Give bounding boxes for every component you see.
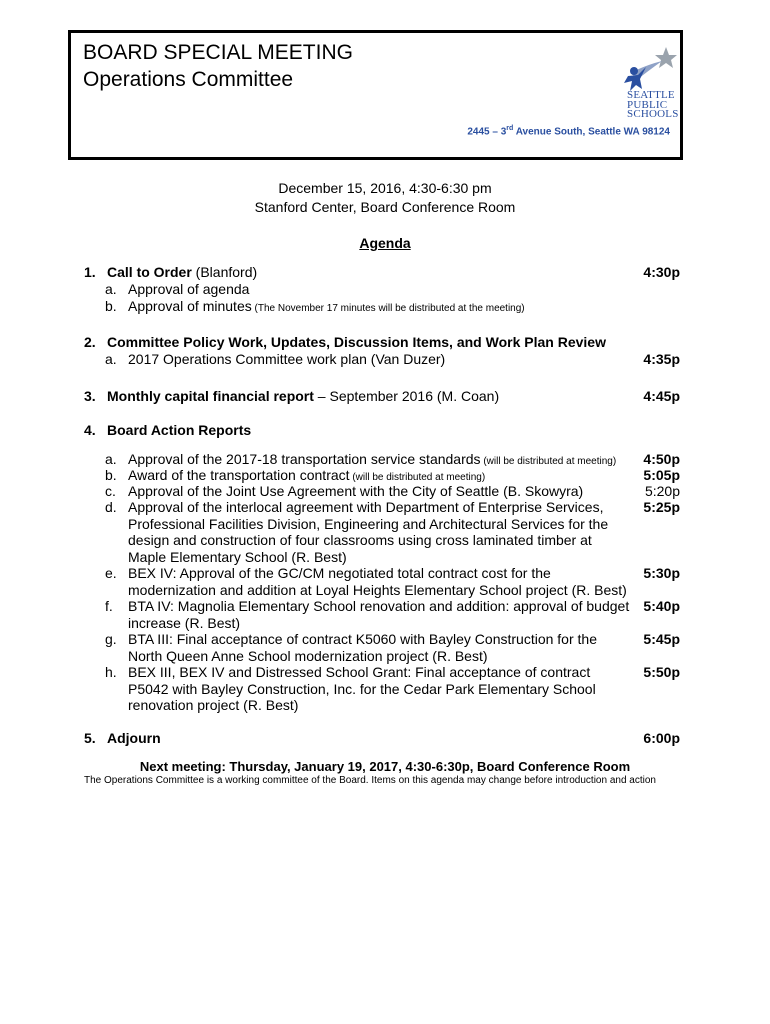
item-time: 4:30p <box>643 264 680 280</box>
star-icon <box>655 47 677 68</box>
meeting-title: BOARD SPECIAL MEETING <box>83 41 353 64</box>
meeting-datetime: December 15, 2016, 4:30-6:30 pm <box>278 180 492 196</box>
committee-title: Operations Committee <box>83 68 294 91</box>
item-title: Committee Policy Work, Updates, Discussion Items, and Work Plan Review <box>107 334 606 350</box>
header-box <box>68 30 683 160</box>
item-detail: (Blanford) <box>191 264 258 280</box>
item-title: Call to Order <box>107 264 192 280</box>
logo-text <box>627 91 683 120</box>
meeting-location: Stanford Center, Board Conference Room <box>254 199 516 215</box>
figure-head <box>630 67 638 75</box>
logo-line-3: SCHOOLS <box>627 108 679 120</box>
agenda-heading: Agenda <box>359 235 411 251</box>
logo-line-2: PUBLIC <box>627 98 668 111</box>
committee-note: The Operations Committee is a working committee of the Board. Items on this agenda may change before introduction and action <box>84 775 656 786</box>
logo-line-1: SEATTLE <box>627 89 675 101</box>
next-meeting: Next meeting: Thursday, January 19, 2017, 4:30-6:30p, Board Conference Room <box>139 759 631 774</box>
item-number: 1. <box>84 264 96 280</box>
address: 2445 – 3rd Avenue South, Seattle WA 98124 <box>467 125 670 138</box>
